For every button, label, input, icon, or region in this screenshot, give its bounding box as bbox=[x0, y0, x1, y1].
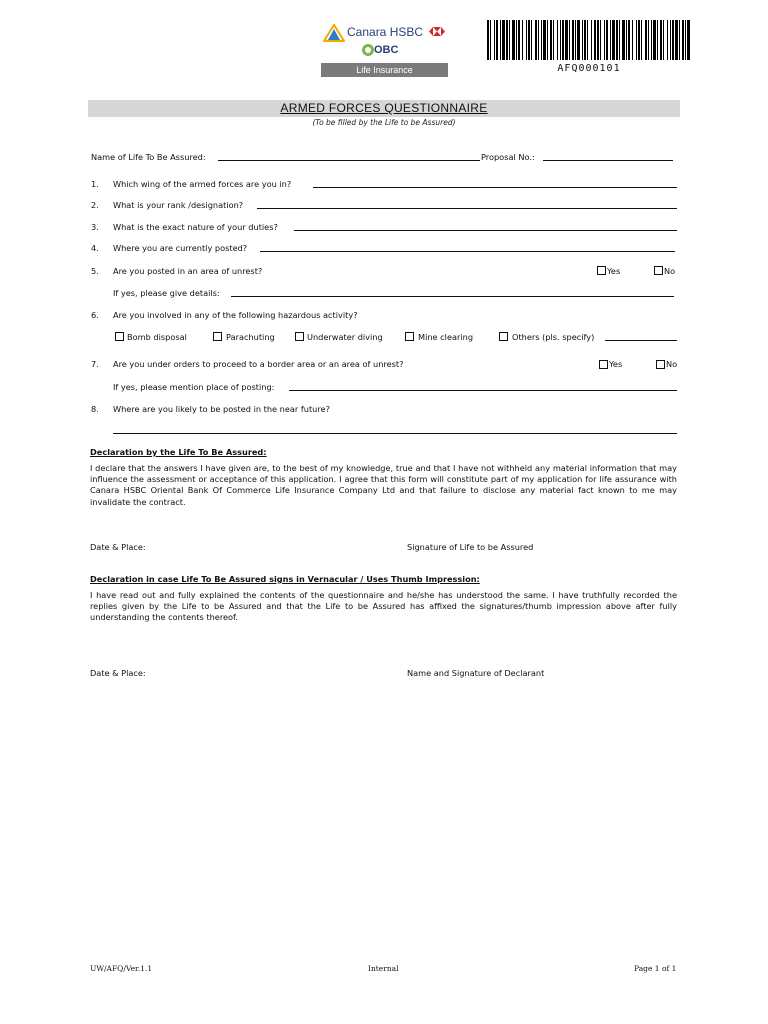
barcode-bar bbox=[582, 20, 583, 60]
question-2-text: What is your rank /designation? bbox=[113, 200, 244, 210]
question-3-answer[interactable] bbox=[294, 230, 677, 231]
option-bomb-disposal-checkbox[interactable] bbox=[115, 332, 124, 341]
barcode-bar bbox=[584, 20, 586, 60]
barcode-bar bbox=[616, 20, 618, 60]
barcode-bar bbox=[541, 20, 542, 60]
question-7-yes-checkbox[interactable] bbox=[599, 360, 608, 369]
barcode-bar bbox=[626, 20, 627, 60]
barcode-bar bbox=[679, 20, 680, 60]
question-5-details-field[interactable] bbox=[231, 296, 674, 297]
barcode-bar bbox=[490, 20, 491, 60]
question-5-no-checkbox[interactable] bbox=[654, 266, 663, 275]
question-7-no-checkbox[interactable] bbox=[656, 360, 665, 369]
canara-triangle-icon bbox=[323, 24, 345, 42]
question-2-answer[interactable] bbox=[257, 208, 677, 209]
barcode-bar bbox=[506, 20, 508, 60]
barcode-bar bbox=[569, 20, 570, 60]
proposal-label: Proposal No.: bbox=[481, 152, 535, 162]
barcode-bar bbox=[543, 20, 546, 60]
barcode-bar bbox=[535, 20, 537, 60]
declaration-1-date-place: Date & Place: bbox=[90, 542, 146, 552]
question-2-number: 2. bbox=[91, 200, 99, 210]
barcode-bar bbox=[651, 20, 652, 60]
question-4-text: Where you are currently posted? bbox=[113, 243, 248, 253]
barcode-bar bbox=[653, 20, 656, 60]
question-5-text: Are you posted in an area of unrest? bbox=[113, 266, 263, 276]
option-underwater-diving-checkbox[interactable] bbox=[295, 332, 304, 341]
barcode-bar bbox=[516, 20, 517, 60]
question-3-text: What is the exact nature of your duties? bbox=[113, 222, 278, 232]
barcode-bar bbox=[645, 20, 647, 60]
barcode-bar bbox=[610, 20, 611, 60]
barcode-number: AFQ000101 bbox=[557, 63, 621, 74]
barcode-bar bbox=[638, 20, 640, 60]
barcode-bar bbox=[600, 20, 601, 60]
barcode-bar bbox=[496, 20, 498, 60]
barcode-bar bbox=[682, 20, 684, 60]
barcode bbox=[487, 20, 691, 60]
barcode-bar bbox=[604, 20, 605, 60]
barcode-bar bbox=[687, 20, 690, 60]
barcode-bar bbox=[575, 20, 576, 60]
barcode-bar bbox=[628, 20, 630, 60]
question-7-posting-field[interactable] bbox=[289, 390, 677, 391]
question-5-no-label: No bbox=[664, 266, 676, 276]
barcode-bar bbox=[670, 20, 671, 60]
option-bomb-disposal-label: Bomb disposal bbox=[127, 332, 187, 342]
barcode-bar bbox=[553, 20, 554, 60]
question-5-yes-checkbox[interactable] bbox=[597, 266, 606, 275]
declaration-2-date-place: Date & Place: bbox=[90, 668, 146, 678]
declaration-1-signature: Signature of Life to be Assured bbox=[407, 542, 534, 552]
declaration-2-heading: Declaration in case Life To Be Assured signs in Vernacular / Uses Thumb Impression: bbox=[90, 574, 480, 584]
barcode-bar bbox=[606, 20, 608, 60]
barcode-bar bbox=[500, 20, 501, 60]
logo-banner: Life Insurance bbox=[321, 63, 448, 77]
barcode-bar bbox=[591, 20, 592, 60]
barcode-bar bbox=[636, 20, 637, 60]
barcode-bar bbox=[672, 20, 674, 60]
barcode-bar bbox=[562, 20, 564, 60]
question-6-number: 6. bbox=[91, 310, 99, 320]
question-7-number: 7. bbox=[91, 359, 99, 369]
question-8-number: 8. bbox=[91, 404, 99, 414]
barcode-bar bbox=[565, 20, 568, 60]
barcode-bar bbox=[494, 20, 495, 60]
option-underwater-diving-label: Underwater diving bbox=[307, 332, 383, 342]
question-5-yes-label: Yes bbox=[607, 266, 621, 276]
barcode-bar bbox=[572, 20, 574, 60]
barcode-bar bbox=[657, 20, 658, 60]
footer-page-number: Page 1 of 1 bbox=[634, 964, 677, 973]
page-subtitle: (To be filled by the Life to be Assured) bbox=[312, 118, 456, 127]
option-others-checkbox[interactable] bbox=[499, 332, 508, 341]
question-6-text: Are you involved in any of the following hazardous activity? bbox=[113, 310, 358, 320]
barcode-bar bbox=[641, 20, 642, 60]
barcode-bar bbox=[547, 20, 548, 60]
barcode-bar bbox=[597, 20, 599, 60]
footer-classification: Internal bbox=[368, 964, 399, 973]
barcode-bar bbox=[518, 20, 520, 60]
option-others-label: Others (pls. specify) bbox=[512, 332, 595, 342]
question-4-answer[interactable] bbox=[260, 251, 675, 252]
barcode-bar bbox=[512, 20, 515, 60]
name-field[interactable] bbox=[218, 160, 480, 161]
barcode-bar bbox=[550, 20, 552, 60]
barcode-bar bbox=[557, 20, 558, 60]
question-5-number: 5. bbox=[91, 266, 99, 276]
question-1-number: 1. bbox=[91, 179, 99, 189]
question-7-no-label: No bbox=[666, 359, 678, 369]
barcode-bar bbox=[632, 20, 633, 60]
question-8-answer[interactable] bbox=[113, 433, 677, 434]
declaration-2-signature: Name and Signature of Declarant bbox=[407, 668, 545, 678]
question-1-text: Which wing of the armed forces are you in? bbox=[113, 179, 292, 189]
barcode-bar bbox=[587, 20, 588, 60]
barcode-bar bbox=[660, 20, 662, 60]
barcode-bar bbox=[685, 20, 686, 60]
option-parachuting-label: Parachuting bbox=[226, 332, 275, 342]
barcode-bar bbox=[531, 20, 532, 60]
footer-version: UW/AFQ/Ver.1.1 bbox=[90, 964, 153, 973]
question-1-answer[interactable] bbox=[313, 187, 677, 188]
name-label: Name of Life To Be Assured: bbox=[91, 152, 206, 162]
barcode-bar bbox=[502, 20, 505, 60]
barcode-bar bbox=[648, 20, 649, 60]
barcode-bar bbox=[528, 20, 530, 60]
option-mine-clearing-checkbox[interactable] bbox=[405, 332, 414, 341]
barcode-bar bbox=[526, 20, 527, 60]
question-7-yes-label: Yes bbox=[609, 359, 623, 369]
logo-brand-text: Canara HSBC bbox=[347, 25, 424, 39]
question-7-text: Are you under orders to proceed to a border area or an area of unrest? bbox=[113, 359, 404, 369]
option-mine-clearing-label: Mine clearing bbox=[418, 332, 474, 342]
obc-leaf-icon bbox=[361, 43, 375, 57]
barcode-bar bbox=[594, 20, 596, 60]
question-5-followup: If yes, please give details: bbox=[113, 288, 220, 298]
question-8-text: Where are you likely to be posted in the near future? bbox=[113, 404, 330, 414]
option-parachuting-checkbox[interactable] bbox=[213, 332, 222, 341]
barcode-bar bbox=[560, 20, 561, 60]
barcode-bar bbox=[675, 20, 678, 60]
company-logo bbox=[321, 22, 448, 78]
declaration-1-heading: Declaration by the Life To Be Assured: bbox=[90, 447, 267, 457]
question-3-number: 3. bbox=[91, 222, 99, 232]
barcode-bar bbox=[487, 20, 489, 60]
proposal-number-field[interactable] bbox=[543, 160, 673, 161]
barcode-bar bbox=[619, 20, 620, 60]
hsbc-hexagon-icon bbox=[429, 27, 445, 36]
barcode-bar bbox=[577, 20, 580, 60]
logo-partner-text: OBC bbox=[374, 44, 399, 56]
barcode-bar bbox=[667, 20, 668, 60]
question-4-number: 4. bbox=[91, 243, 99, 253]
page-title: ARMED FORCES QUESTIONNAIRE bbox=[280, 101, 488, 115]
barcode-bar bbox=[522, 20, 523, 60]
barcode-bar bbox=[622, 20, 625, 60]
barcode-bar bbox=[663, 20, 664, 60]
declaration-2-body: I have read out and fully explained the contents of the questionnaire and he/she has understood the same. I have truthfully recorded the replies given by the Life to be Assured and that the Life to be Assured has affixed the signatures/thumb impression above after fully understanding the contents thereof. bbox=[90, 590, 677, 623]
barcode-bar bbox=[538, 20, 539, 60]
option-others-field[interactable] bbox=[605, 340, 677, 341]
barcode-bar bbox=[509, 20, 510, 60]
question-7-followup: If yes, please mention place of posting: bbox=[113, 382, 275, 392]
declaration-1-body: I declare that the answers I have given are, to the best of my knowledge, true and that I have not withheld any material information that may influence the assessment or acceptance of this application. I agree that this form will constitute part of my application for life assurance with Canara HSBC Oriental Bank Of Commerce Life Insurance Company Ltd and that failure to disclose any material fact known to me may invalidate the contract. bbox=[90, 463, 677, 507]
barcode-bar bbox=[612, 20, 615, 60]
